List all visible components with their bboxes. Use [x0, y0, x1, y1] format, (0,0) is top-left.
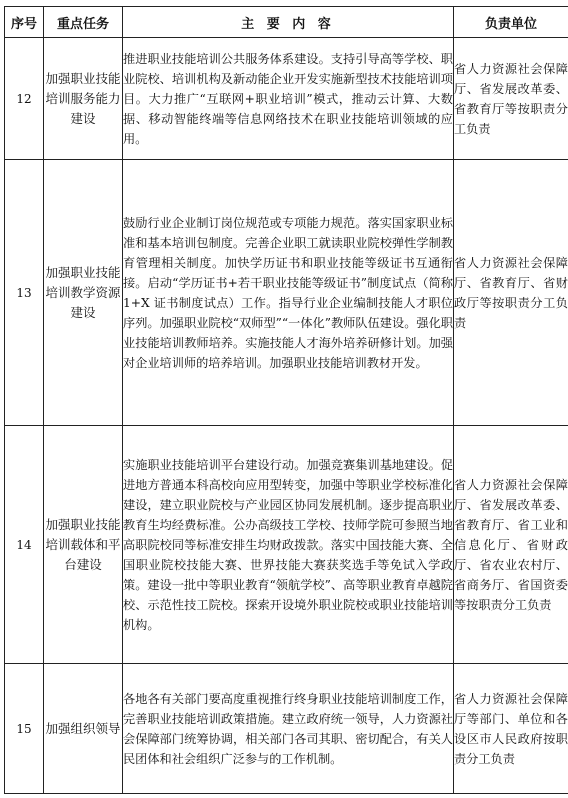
row-unit: 省人力资源社会保障厅、省发展改革委、省教育厅等按职责分工负责 [454, 38, 568, 160]
table-row [5, 426, 568, 664]
row-task: 加强职业技能培训服务能力建设 [44, 38, 123, 160]
header-unit: 负责单位 [454, 7, 568, 38]
row-task: 加强职业技能培训教学资源建设 [44, 160, 123, 426]
header-num: 序号 [5, 7, 44, 38]
header-task: 重点任务 [44, 7, 123, 38]
row-content: 推进职业技能培训公共服务体系建设。支持引导高等学校、职业院校、培训机构及新动能企业开发实施新型技术技能培训项目。大力推广“互联网+职业培训”模式，推动云计算、大数据、移动智能终端等信息网络技术在职业技能培训领域的应用。 [123, 38, 454, 160]
row-unit: 省人力资源社会保障厅等部门、单位和各设区市人民政府按职责分工负责 [454, 664, 568, 794]
row-task: 加强职业技能培训载体和平台建设 [44, 426, 123, 664]
header-content: 主 要 内 容 [123, 7, 454, 38]
row-num: 15 [5, 664, 44, 794]
row-task: 加强组织领导 [44, 664, 123, 794]
row-num: 12 [5, 38, 44, 160]
row-unit: 省人力资源社会保障厅、省发展改革委、省教育厅、省工业和信息化厅、省财政厅、省农业农村厅、省商务厅、省国资委等按职责分工负责 [454, 426, 568, 664]
table-row [5, 160, 568, 426]
table-header-row [5, 7, 568, 38]
row-content: 实施职业技能培训平台建设行动。加强竞赛集训基地建设。促进地方普通本科高校向应用型转变，加强中等职业学校标准化建设，建立职业院校与产业园区协同发展机制。逐步提高职业教育生均经费标准。公办高级技工学校、技师学院可参照当地高职院校同等标准安排生均财政拨款。落实中国技能大赛、全国职业院校技能大赛、世界技能大赛获奖选手等免试入学政策。建设一批中等职业教育“领航学校”、高等职业教育卓越院校、示范性技工院校。探索开设境外职业院校或职业技能培训机构。 [123, 426, 454, 664]
task-table [4, 6, 568, 794]
row-content: 各地各有关部门要高度重视推行终身职业技能培训制度工作，完善职业技能培训政策措施。建立政府统一领导，人力资源社会保障部门统筹协调，相关部门各司其职、密切配合，有关人民团体和社会组织广泛参与的工作机制。 [123, 664, 454, 794]
row-num: 14 [5, 426, 44, 664]
row-content: 鼓励行业企业制订岗位规范或专项能力规范。落实国家职业标准和基本培训包制度。完善企业职工就读职业院校弹性学制教育管理相关制度。加快学历证书和职业技能等级证书互通衔接。启动“学历证书+若干职业技能等级证书”制度试点（简称 1+X 证书制度试点）工作。指导行业企业编制技能人才职位序列。加强职业院校“双师型”“一体化”教师队伍建设。强化职业技能培训教师培养。实施技能人才海外培养研修计划。加强对企业培训师的培养培训。加强职业技能培训教材开发。 [123, 160, 454, 426]
row-unit: 省人力资源社会保障厅、省教育厅、省财政厅等按职责分工负责 [454, 160, 568, 426]
table-row [5, 664, 568, 794]
row-num: 13 [5, 160, 44, 426]
table-row [5, 38, 568, 160]
